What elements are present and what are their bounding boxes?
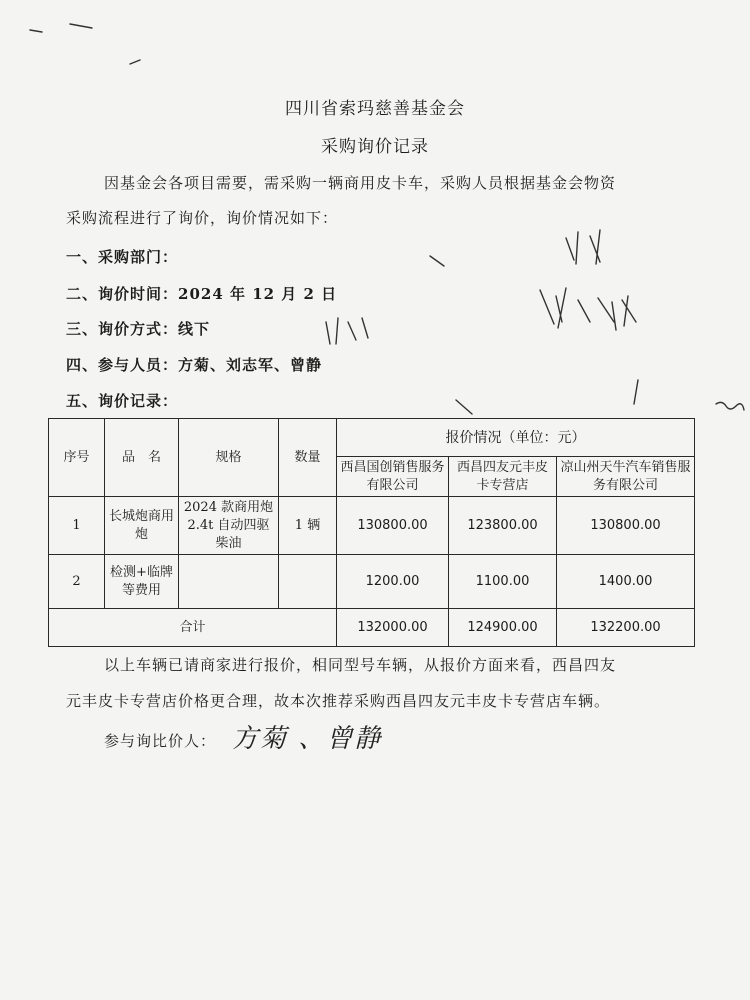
conclusion-line-2: 元丰皮卡专营店价格更合理，故本次推荐采购西昌四友元丰皮卡专营店车辆。 <box>66 692 611 710</box>
handwritten-signatures: 方菊 、曾静 <box>232 724 383 754</box>
item-label: 五、询价记录： <box>66 392 179 410</box>
intro-line-1: 因基金会各项目需要，需采购一辆商用皮卡车，采购人员根据基金会物资 <box>104 174 617 192</box>
item-label: 二、询价时间： <box>66 285 179 303</box>
item-value: 2024 年 12 月 2 日 <box>178 285 338 303</box>
item-value: 线下 <box>178 320 211 338</box>
header-qty: 数量 <box>279 419 337 497</box>
row-name: 长城炮商用炮 <box>105 497 179 555</box>
header-vendor-3: 凉山州天牛汽车销售服务有限公司 <box>557 457 695 497</box>
item-label: 四、参与人员： <box>66 356 179 374</box>
row-price-vendor-1: 1200.00 <box>337 555 449 609</box>
header-name: 品 名 <box>105 419 179 497</box>
total-vendor-1: 132000.00 <box>337 609 449 647</box>
row-price-vendor-3: 1400.00 <box>557 555 695 609</box>
row-price-vendor-2: 1100.00 <box>449 555 557 609</box>
header-spec: 规格 <box>179 419 279 497</box>
row-seq: 1 <box>49 497 105 555</box>
total-label: 合计 <box>49 609 337 647</box>
row-price-vendor-2: 123800.00 <box>449 497 557 555</box>
header-quote-group: 报价情况（单位：元） <box>337 419 695 457</box>
record-title: 采购询价记录 <box>321 137 429 157</box>
item-label: 一、采购部门： <box>66 248 179 266</box>
header-vendor-1: 西昌国创销售服务有限公司 <box>337 457 449 497</box>
total-vendor-3: 132200.00 <box>557 609 695 647</box>
intro-line-2: 采购流程进行了询价，询价情况如下： <box>66 209 339 227</box>
signers-label: 参与询比价人： <box>104 732 217 750</box>
item-label: 三、询价方式： <box>66 320 179 338</box>
org-title: 四川省索玛慈善基金会 <box>285 99 465 119</box>
header-vendor-2: 西昌四友元丰皮卡专营店 <box>449 457 557 497</box>
conclusion-line-1: 以上车辆已请商家进行报价，相同型号车辆，从报价方面来看，西昌四友 <box>104 656 617 674</box>
row-price-vendor-3: 130800.00 <box>557 497 695 555</box>
total-vendor-2: 124900.00 <box>449 609 557 647</box>
item-value: 方菊、刘志军、曾静 <box>178 356 323 374</box>
row-spec: 2024 款商用炮 2.4t 自动四驱柴油 <box>179 497 279 555</box>
row-name: 检测+临牌等费用 <box>105 555 179 609</box>
row-qty: 1 辆 <box>279 497 337 555</box>
row-seq: 2 <box>49 555 105 609</box>
header-seq: 序号 <box>49 419 105 497</box>
row-price-vendor-1: 130800.00 <box>337 497 449 555</box>
